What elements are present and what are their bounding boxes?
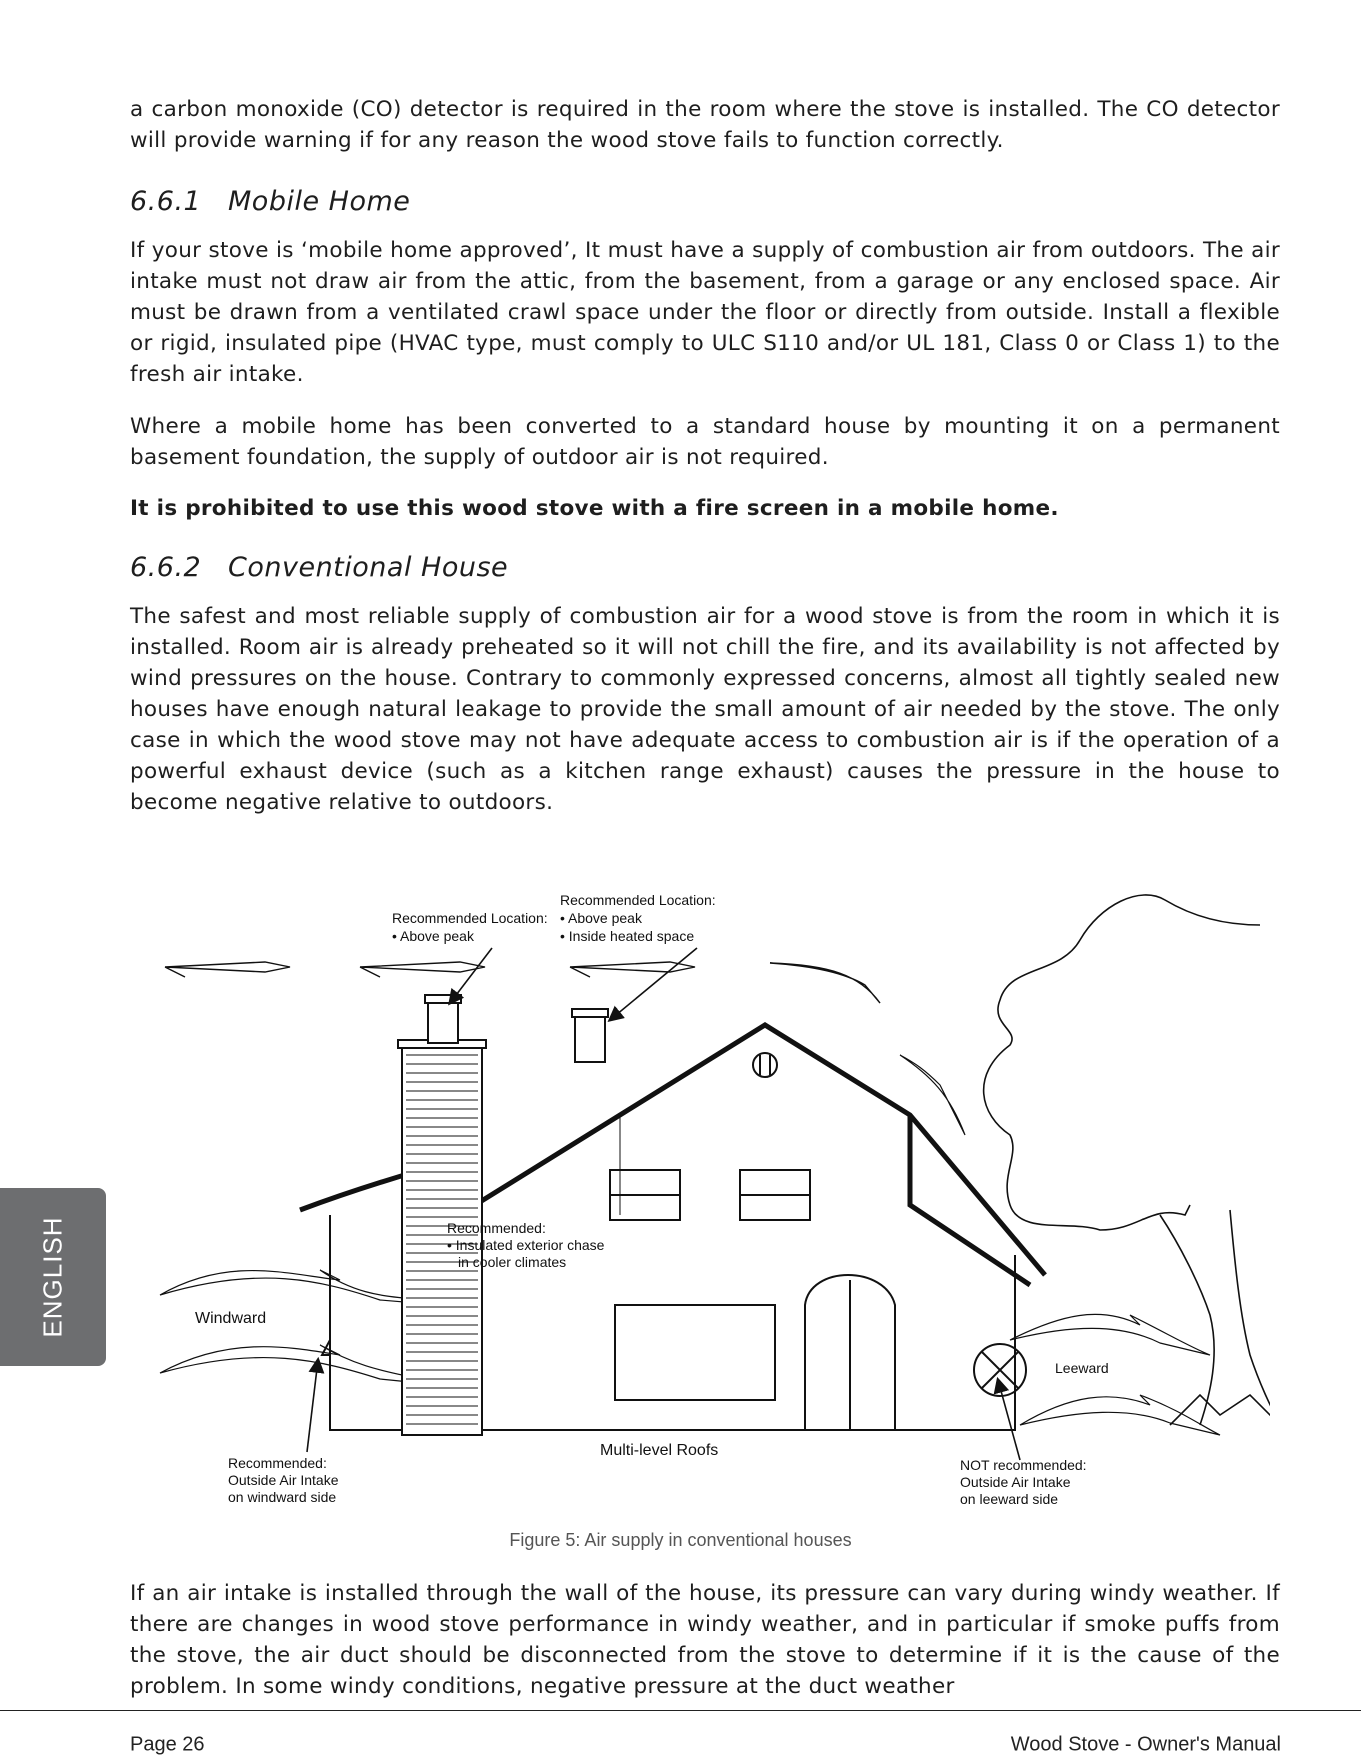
- label-chase-title: Recommended:: [447, 1220, 546, 1236]
- section-number: 6.6.1: [130, 186, 202, 217]
- label-rec-location-1-title: Recommended Location:: [392, 910, 548, 926]
- converted-home-paragraph: Where a mobile home has been converted to a standard house by mounting it on a permanent basement foundation, the supply of outdoor air is not required.: [130, 414, 1280, 470]
- label-rec-location-1-item: • Above peak: [392, 928, 474, 944]
- footer-document-title: Wood Stove - Owner's Manual: [1010, 1733, 1281, 1756]
- section-number: 6.6.2: [130, 552, 202, 583]
- label-rec-intake-1: Recommended:: [228, 1455, 327, 1471]
- label-chase-item-1: • Insulated exterior chase: [447, 1237, 605, 1253]
- section-title: Mobile Home: [228, 186, 411, 217]
- label-rec-intake-2: Outside Air Intake: [228, 1472, 339, 1488]
- label-rec-intake-3: on windward side: [228, 1489, 337, 1505]
- label-windward: Windward: [195, 1310, 267, 1327]
- label-not-rec-3: on leeward side: [960, 1491, 1059, 1507]
- label-multi-level-roofs: Multi-level Roofs: [600, 1442, 719, 1459]
- air-intake-paragraph: If an air intake is installed through the wall of the house, its pressure can vary during windy weather. If there are changes in wood stove performance in windy weather, and in particular if smoke puffs from the stove, the air duct should be disconnected from the stove to determine if it is the cause of the problem. In some windy conditions, negative pressure at the duct weather: [130, 1581, 1280, 1699]
- footer-page-number: Page 26: [130, 1733, 205, 1756]
- language-tab-label: ENGLISH: [37, 1216, 68, 1338]
- section-heading-mobile-home: [130, 186, 410, 217]
- air-supply-diagram: [140, 885, 1270, 1525]
- label-rec-location-2-item-1: • Above peak: [560, 910, 642, 926]
- fire-screen-warning: It is prohibited to use this wood stove with a fire screen in a mobile home.: [130, 496, 1059, 521]
- label-rec-location-2-title: Recommended Location:: [560, 892, 716, 908]
- section-title: Conventional House: [228, 552, 509, 583]
- wind-gusts: [160, 1055, 1220, 1435]
- label-not-rec-1: NOT recommended:: [960, 1457, 1087, 1473]
- footer-divider: [0, 1710, 1361, 1711]
- label-leeward: Leeward: [1055, 1360, 1109, 1376]
- intro-paragraph: a carbon monoxide (CO) detector is required in the room where the stove is installed. The CO detector will provide warning if for any reason the wood stove fails to function correctly.: [130, 97, 1280, 153]
- language-side-tab: [0, 1188, 106, 1366]
- tree: [984, 895, 1270, 1425]
- label-chase-item-2: in cooler climates: [458, 1254, 567, 1270]
- conventional-house-paragraph: The safest and most reliable supply of combustion air for a wood stove is from the room in which it is installed. Room air is already preheated so it will not chill the fire, and its availability is not affected by wind pressures on the house. Contrary to commonly expressed concerns, almost all tightly sealed new houses have enough natural leakage to provide the small amount of air needed by the stove. The only case in which the wood stove may not have adequate access to combustion air is if the operation of a powerful exhaust device (such as a kitchen range exhaust) causes the pressure in the house to become negative relative to outdoors.: [130, 604, 1280, 815]
- figure-caption: Figure 5: Air supply in conventional houses: [509, 1530, 852, 1550]
- wind-arrows-top: [165, 962, 880, 1003]
- label-not-rec-2: Outside Air Intake: [960, 1474, 1071, 1490]
- section-heading-conventional-house: [130, 552, 508, 583]
- label-rec-location-2-item-2: • Inside heated space: [560, 928, 695, 944]
- mobile-home-paragraph: If your stove is ‘mobile home approved’, It must have a supply of combustion air from outdoors. The air intake must not draw air from the attic, from the basement, from a garage or any enclosed space. Air must be drawn from a ventilated crawl space under the floor or directly from outside. Install a flexible or rigid, insulated pipe (HVAC type, must comply to ULC S110 and/or UL 181, Class 0 or Class 1) to the fresh air intake.: [130, 238, 1280, 387]
